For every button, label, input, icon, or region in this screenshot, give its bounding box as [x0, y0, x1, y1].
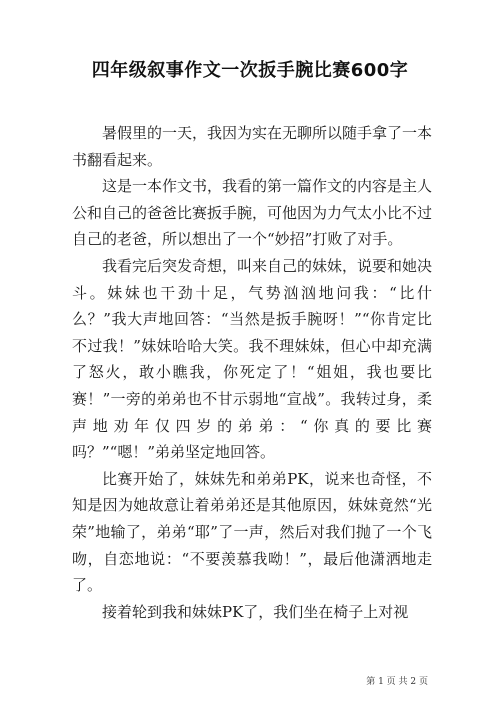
paragraph-4: 比赛开始了，妹妹先和弟弟PK，说来也奇怪，不知是因为她故意让着弟弟还是其他原因，妹妹竟然“光荣”地输了，弟弟“耶”了一声，然后对我们抛了一个飞吻，自恋地说：“不要羡慕我呦！”，最后他潇洒地走了。: [72, 469, 432, 595]
paragraph-1: 暑假里的一天，我因为实在无聊所以随手拿了一本书翻看起来。: [72, 124, 433, 169]
page-number-footer: 第 1 页 共 2 页: [366, 677, 428, 687]
paragraph-2: 这是一本作文书，我看的第一篇作文的内容是主人公和自己的爸爸比赛扳手腕，可他因为力气太小比不过自己的老爸，所以想出了一个“妙招”打败了对手。: [72, 177, 433, 249]
document-body: [72, 120, 432, 625]
paragraph-5: 接着轮到我和妹妹PK了，我们坐在椅子上对视: [102, 602, 409, 621]
document-title: 四年级叙事作文一次扳手腕比赛600字: [91, 60, 409, 81]
paragraph-3: 我看完后突发奇想，叫来自己的妹妹，说要和她决斗。妹妹也干劲十足，气势汹汹地问我：“比什么？”我大声地回答：“当然是扳手腕呀！”“你肯定比不过我！”妹妹哈哈大笑。我不理妹妹，但心中却充满了怒火，敢小瞧我，你死定了！“姐姐，我也要比赛！”一旁的弟弟也不甘示弱地“宣战”。我转过身，柔声地劝年仅四岁的弟弟：“你真的要比赛吗？”“嗯！”弟弟坚定地回答。: [72, 256, 433, 462]
